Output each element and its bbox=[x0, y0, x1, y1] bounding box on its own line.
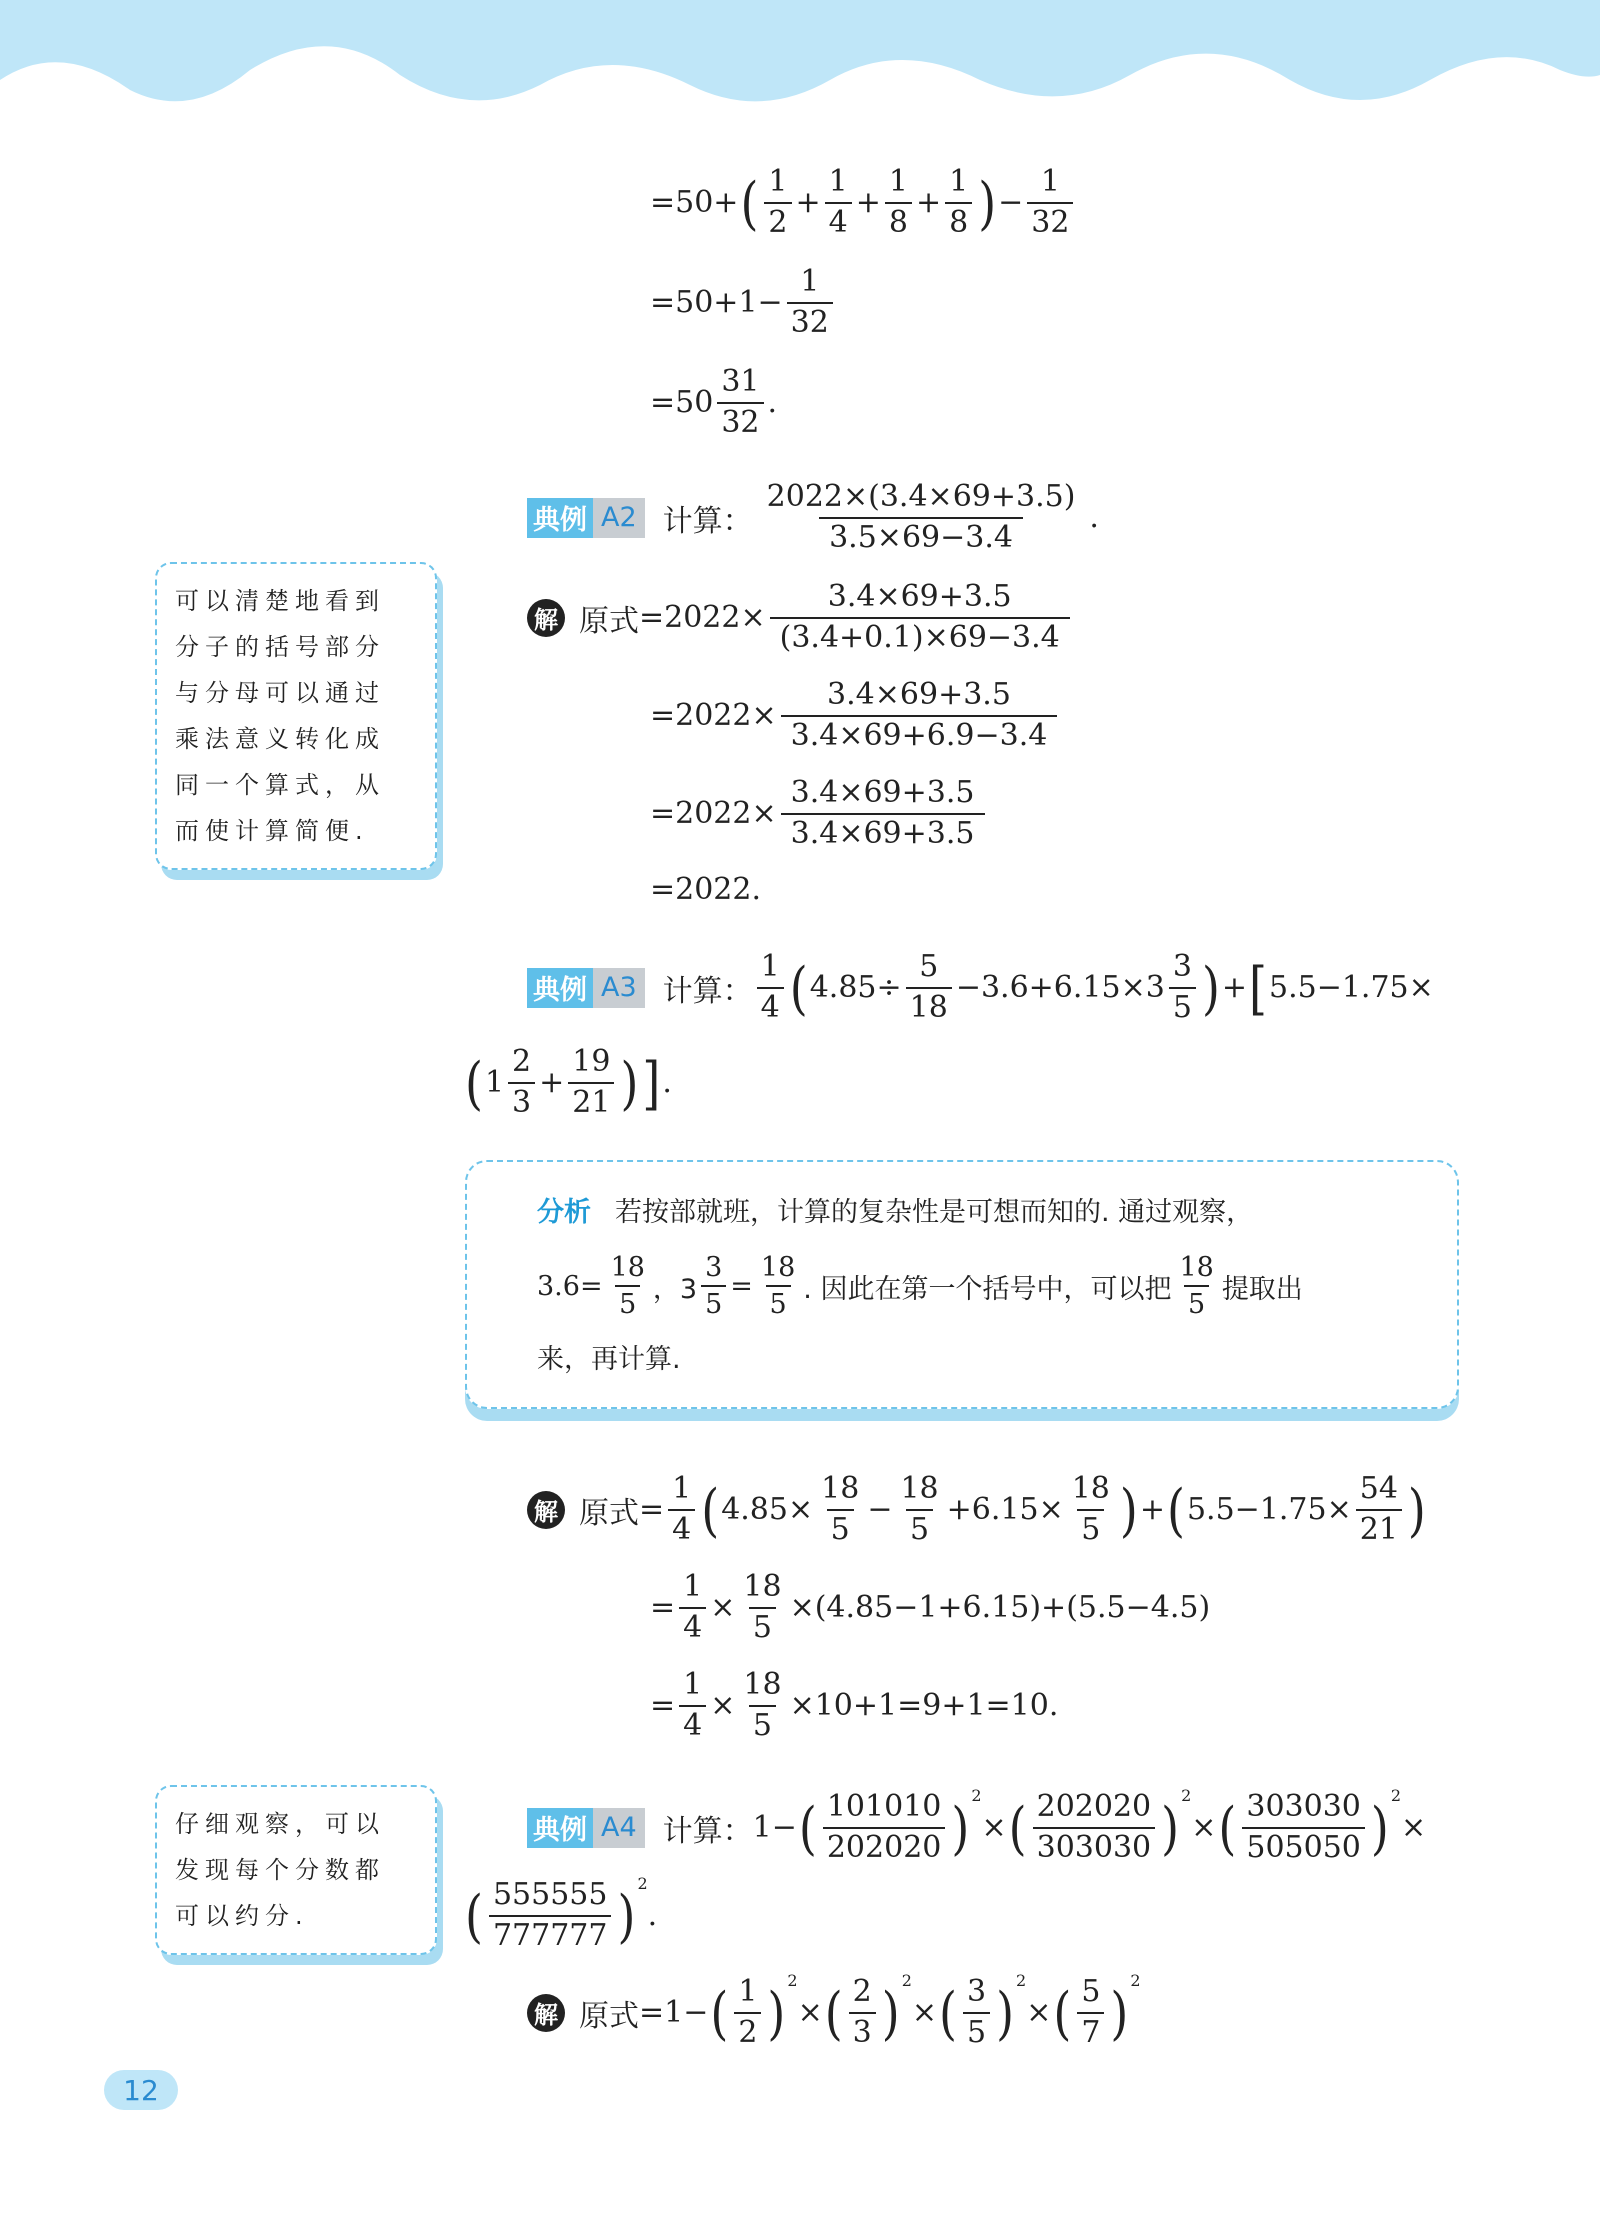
fraction: $\frac{19}{21}$ bbox=[568, 1045, 614, 1120]
analysis-line-3: 来，再计算. bbox=[537, 1344, 681, 1375]
a2-solution-step-1: 解 原式 =2022× $\frac{3.4\times 69+3.5}{(3.4+0.1)\times 69-3.4}$ bbox=[527, 580, 1074, 655]
top-line-2 bbox=[650, 265, 837, 340]
fraction: $\frac{1}{4}$ bbox=[825, 165, 852, 240]
fraction: $\frac{1}{2}$ bbox=[764, 165, 791, 240]
fraction: $\frac{1}{8}$ bbox=[945, 165, 972, 240]
example-a3-continuation: ( 1 $\frac{2}{3}$ + $\frac{19}{21}$ ) ] . bbox=[465, 1044, 672, 1120]
a3-solution-step-3: = $\frac{1}{4}$ × $\frac{18}{5}$ ×10+1=9+1=10. bbox=[650, 1667, 1059, 1743]
a2-solution-step-3: =2022× $\frac{3.4\times 69+3.5}{3.4\times 69+3.5}$ bbox=[650, 776, 989, 851]
example-tag: 典例 A3 bbox=[527, 968, 645, 1008]
expr-text: =50 bbox=[650, 385, 714, 420]
fraction: $\frac{31}{32}$ bbox=[717, 365, 763, 440]
example-a4-continuation: ( $\frac{555555}{777777}$ ) 2 . bbox=[465, 1874, 658, 1953]
analysis-line-2: 3.6= $\frac{18}{5}$ ，3 $\frac{3}{5}$ = $\frac{18}{5}$ . 因此在第一个括号中，可以把 $\frac{18}{5}$ 提取出 bbox=[537, 1252, 1303, 1321]
fraction: $\frac{2022\times(3.4\times 69+3.5)}{3.5\times 69-3.4}$ bbox=[766, 479, 1076, 555]
expr-text: =50+1− bbox=[650, 285, 783, 320]
example-a4-heading: 典例 A4 计算： 1− ( $\frac{101010}{202020}$ ) 2 × ( $\frac{202020}{303030}$ ) 2 × ( $\frac{303030}{505050}$ ) 2 × bbox=[527, 1790, 1426, 1865]
example-a3-heading: 典例 A3 计算： $\frac{1}{4}$ ( 4.85÷ $\frac{5}{18}$ −3.6+6.15×3 $\frac{3}{5}$ ) + [ 5.5−1.75× bbox=[527, 950, 1434, 1025]
prompt-label: 计算： bbox=[662, 503, 753, 539]
fraction: $\frac{1}{4}$ bbox=[757, 950, 784, 1025]
left-paren: ( bbox=[740, 168, 759, 237]
yuanshi-label: 原式 bbox=[579, 603, 639, 639]
fraction: $\frac{1}{32}$ bbox=[787, 265, 833, 340]
example-a2-heading: 典例 A2 计算： $\frac{2022\times(3.4\times 69+3.5)}{3.5\times 69-3.4}$ . bbox=[527, 480, 1099, 555]
a2-solution-step-2: =2022× $\frac{3.4\times 69+3.5}{3.4\times 69+6.9-3.4}$ bbox=[650, 678, 1061, 753]
a3-solution-step-1: 解 原式 = $\frac{1}{4}$ ( 4.85× $\frac{18}{5}$ − $\frac{18}{5}$ +6.15× $\frac{18}{5}$ ) + ( 5.5−1.75× $\frac{54}{21}$ ) bbox=[527, 1472, 1428, 1547]
fraction: $\frac{3.4\times 69+3.5}{3.4\times 69+6.9-3.4}$ bbox=[781, 678, 1058, 753]
fraction: $\frac{1}{32}$ bbox=[1027, 165, 1073, 240]
header-cloud-band bbox=[0, 0, 1600, 150]
analysis-line-1: 分析 若按部就班，计算的复杂性是可想而知的. 通过观察， bbox=[537, 1190, 1253, 1229]
a4-solution-step-1: 解 原式 =1− ( $\frac{1}{2}$ ) 2 × ( $\frac{2}{3}$ ) 2 × ( $\frac{3}{5}$ ) 2 × ( $\frac{5}{7}$ ) 2 bbox=[527, 1975, 1141, 2050]
analysis-label: 分析 bbox=[537, 1197, 591, 1228]
top-line-1: =50+ ( $\frac{1}{2}$ + $\frac{1}{4}$ + $\frac{1}{8}$ + $\frac{1}{8}$ ) − $\frac{1}{32}$ bbox=[650, 165, 1077, 240]
side-note-a4: 仔细观察，可以 发现每个分数都 可以约分. bbox=[155, 1785, 437, 1955]
fraction: $\frac{5}{18}$ bbox=[906, 950, 952, 1025]
jie-icon: 解 bbox=[527, 1491, 565, 1529]
fraction: $\frac{1}{8}$ bbox=[885, 165, 912, 240]
fraction: $\frac{3}{5}$ bbox=[1169, 950, 1196, 1025]
analysis-box bbox=[465, 1160, 1459, 1409]
jie-icon: 解 bbox=[527, 599, 565, 637]
a2-solution-step-4: =2022. bbox=[650, 872, 762, 907]
page-number: 12 bbox=[104, 2070, 178, 2110]
fraction: $\frac{3.4\times 69+3.5}{3.4\times 69+3.5}$ bbox=[781, 776, 985, 851]
top-line-3: =50 $\frac{31}{32}$ . bbox=[650, 364, 778, 440]
fraction: $\frac{3.4\times 69+3.5}{(3.4+0.1)\times 69-3.4}$ bbox=[770, 580, 1070, 655]
example-tag: 典例 A4 bbox=[527, 1808, 645, 1848]
example-tag: 典例 A2 bbox=[527, 498, 645, 538]
fraction: $\frac{2}{3}$ bbox=[508, 1045, 535, 1120]
expr-text: =50+ bbox=[650, 185, 739, 220]
jie-icon: 解 bbox=[527, 1994, 565, 2032]
side-note-a2: 可以清楚地看到 分子的括号部分 与分母可以通过 乘法意义转化成 同一个算式，从 而使计算简便. bbox=[155, 562, 437, 870]
right-paren: ) bbox=[978, 168, 997, 237]
a3-solution-step-2: = $\frac{1}{4}$ × $\frac{18}{5}$ ×(4.85−1+6.15)+(5.5−4.5) bbox=[650, 1569, 1211, 1645]
